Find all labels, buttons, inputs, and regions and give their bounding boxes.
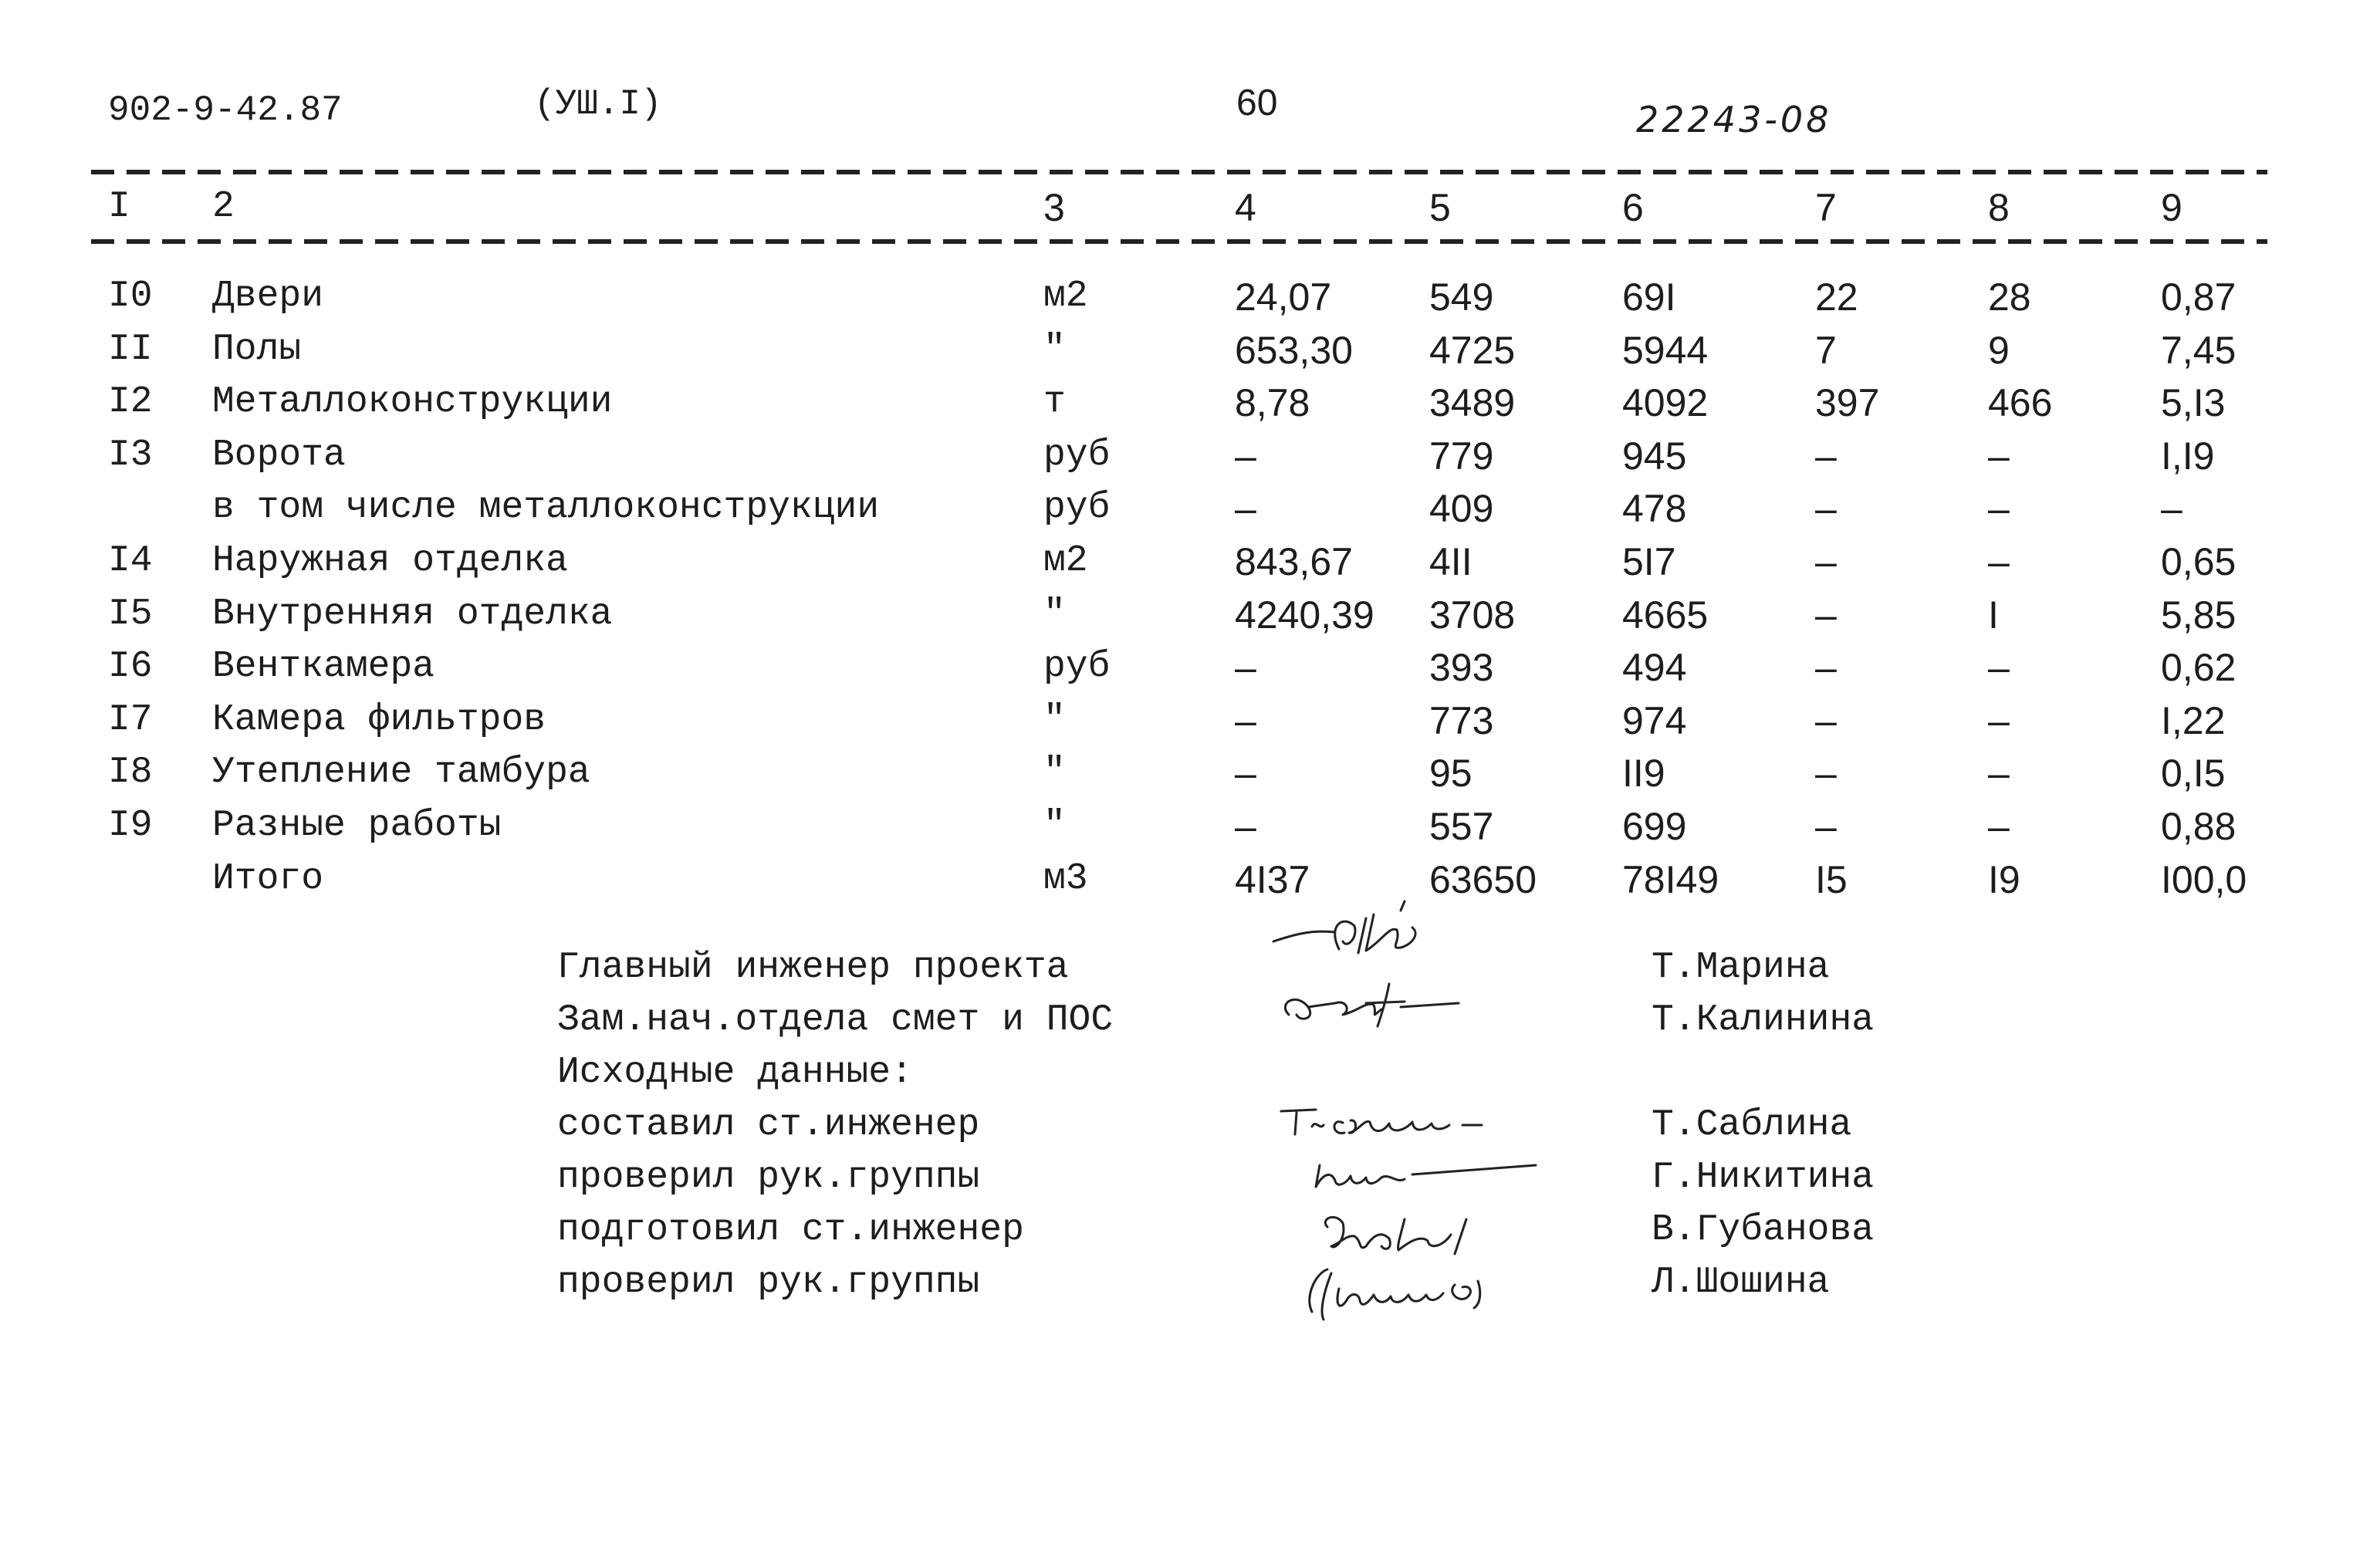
column-5-cell: 95 [1429,752,1472,795]
work-name: Утепление тамбура [212,752,590,793]
quantity-cell: 4I37 [1235,858,1310,901]
signature-role: подготовил ст.инженер [557,1209,1024,1251]
row-number: I0 [108,275,153,317]
signature-role: проверил рук.группы [557,1262,980,1303]
column-7-cell: 22 [1815,275,1858,319]
column-7-cell: – [1815,540,1837,583]
work-name: Наружная отделка [212,540,568,582]
column-8-cell: – [1988,540,2010,583]
column-9-cell: 0,88 [2161,805,2237,848]
unit: " [1043,752,1066,793]
quantity-cell: – [1235,699,1256,742]
column-7-cell: – [1815,805,1837,848]
column-8-cell: 28 [1988,275,2031,319]
unit: руб [1043,487,1111,529]
column-number: 4 [1235,186,1256,229]
column-8-cell: 466 [1988,381,2053,424]
column-6-cell: 494 [1622,646,1687,689]
document-code: 902-9-42.87 [108,90,343,130]
unit: м2 [1043,540,1088,582]
column-9-cell: – [2161,487,2182,530]
quantity-cell: 4240,39 [1235,593,1374,637]
handwritten-signature [1297,1258,1528,1335]
handwritten-signature [1312,1204,1513,1266]
unit: м2 [1043,275,1088,317]
signature-name: В.Губанова [1652,1209,1875,1251]
column-6-cell: 4665 [1622,593,1709,637]
signature-name: Т.Марина [1652,947,1830,988]
unit: " [1043,805,1066,847]
column-6-cell: 69I [1622,275,1676,319]
signature-role: составил ст.инженер [557,1104,980,1146]
unit: " [1043,329,1066,370]
row-number: I7 [108,699,153,741]
column-9-cell: 0,87 [2161,275,2237,319]
column-9-cell: 5,85 [2161,593,2237,637]
column-7-cell: – [1815,699,1837,742]
column-6-cell: II9 [1622,752,1665,795]
column-number: 7 [1815,186,1837,229]
column-number: I [108,186,130,228]
quantity-cell: – [1235,646,1256,689]
column-8-cell: 9 [1988,329,2010,372]
row-number: I2 [108,381,153,423]
row-number: I6 [108,646,153,688]
table-top-rule [91,170,2267,174]
column-number: 9 [2161,186,2182,229]
column-6-cell: 5I7 [1622,540,1676,583]
quantity-cell: – [1235,805,1256,848]
column-number: 3 [1043,186,1065,229]
column-5-cell: 779 [1429,434,1494,478]
table-header-rule [91,239,2267,244]
signature-name: Г.Никитина [1652,1157,1875,1198]
unit: руб [1043,434,1111,476]
quantity-cell: – [1235,752,1256,795]
quantity-cell: 843,67 [1235,540,1353,583]
unit: м3 [1043,858,1088,900]
column-8-cell: – [1988,487,2010,530]
column-5-cell: 4II [1429,540,1472,583]
quantity-cell: – [1235,434,1256,478]
column-9-cell: 0,62 [2161,646,2237,689]
column-5-cell: 63650 [1429,858,1537,901]
column-7-cell: I5 [1815,858,1848,901]
work-name: Двери [212,275,324,317]
row-number: I9 [108,805,153,847]
work-name: Полы [212,329,302,370]
handwritten-signature [1266,895,1451,972]
quantity-cell: – [1235,487,1256,530]
column-6-cell: 78I49 [1622,858,1719,901]
column-7-cell: 7 [1815,329,1837,372]
column-number: 6 [1622,186,1644,229]
column-5-cell: 3489 [1429,381,1516,424]
column-7-cell: – [1815,646,1837,689]
page-number: 60 [1236,83,1278,123]
column-7-cell: – [1815,487,1837,530]
registration-number: 22243-08 [1636,99,1832,140]
column-8-cell: I [1988,593,1999,637]
work-name: Камера фильтров [212,699,546,741]
work-name: в том числе металлоконструкции [212,487,880,529]
row-number: I8 [108,752,153,793]
handwritten-signature [1273,972,1474,1034]
column-5-cell: 393 [1429,646,1494,689]
signature-name: Л.Шошина [1652,1262,1830,1303]
column-8-cell: – [1988,646,2010,689]
signature-name: Т.Саблина [1652,1104,1852,1146]
source-data-heading: Исходные данные: [557,1052,913,1093]
column-6-cell: 478 [1622,487,1687,530]
column-9-cell: I00,0 [2161,858,2247,901]
column-number: 8 [1988,186,2010,229]
signature-role: проверил рук.группы [557,1157,980,1198]
signature-role: Зам.нач.отдела смет и ПОС [557,999,1114,1041]
row-number: I3 [108,434,153,476]
column-8-cell: – [1988,805,2010,848]
column-7-cell: – [1815,434,1837,478]
work-name: Металлоконструкции [212,381,613,423]
handwritten-signature [1312,1150,1543,1204]
work-name: Ворота [212,434,346,476]
work-name: Венткамера [212,646,435,688]
column-6-cell: 4092 [1622,381,1709,424]
column-7-cell: 397 [1815,381,1880,424]
work-name: Итого [212,858,324,900]
column-9-cell: 5,I3 [2161,381,2226,424]
work-name: Разные работы [212,805,502,847]
quantity-cell: 24,07 [1235,275,1332,319]
unit: т [1043,381,1066,423]
unit: руб [1043,646,1111,688]
column-5-cell: 3708 [1429,593,1516,637]
column-7-cell: – [1815,752,1837,795]
handwritten-signature [1273,1096,1536,1150]
column-9-cell: 0,I5 [2161,752,2226,795]
row-number: I4 [108,540,153,582]
column-8-cell: – [1988,699,2010,742]
column-6-cell: 945 [1622,434,1687,478]
column-5-cell: 4725 [1429,329,1516,372]
quantity-cell: 8,78 [1235,381,1310,424]
column-8-cell: – [1988,434,2010,478]
column-9-cell: 7,45 [2161,329,2237,372]
section-code: (УШ.I) [534,84,662,124]
work-name: Внутренняя отделка [212,593,613,635]
unit: " [1043,699,1066,741]
row-number: II [108,329,153,370]
column-5-cell: 557 [1429,805,1494,848]
column-6-cell: 974 [1622,699,1687,742]
column-5-cell: 409 [1429,487,1494,530]
column-number: 2 [212,186,235,228]
column-8-cell: I9 [1988,858,2020,901]
column-5-cell: 773 [1429,699,1494,742]
column-9-cell: 0,65 [2161,540,2237,583]
column-9-cell: I,I9 [2161,434,2215,478]
signature-role: Главный инженер проекта [557,947,1069,988]
column-8-cell: – [1988,752,2010,795]
column-9-cell: I,22 [2161,699,2226,742]
column-number: 5 [1429,186,1451,229]
signature-name: Т.Калинина [1652,999,1875,1041]
unit: " [1043,593,1066,635]
quantity-cell: 653,30 [1235,329,1353,372]
column-5-cell: 549 [1429,275,1494,319]
row-number: I5 [108,593,153,635]
column-6-cell: 699 [1622,805,1687,848]
column-7-cell: – [1815,593,1837,637]
column-6-cell: 5944 [1622,329,1709,372]
